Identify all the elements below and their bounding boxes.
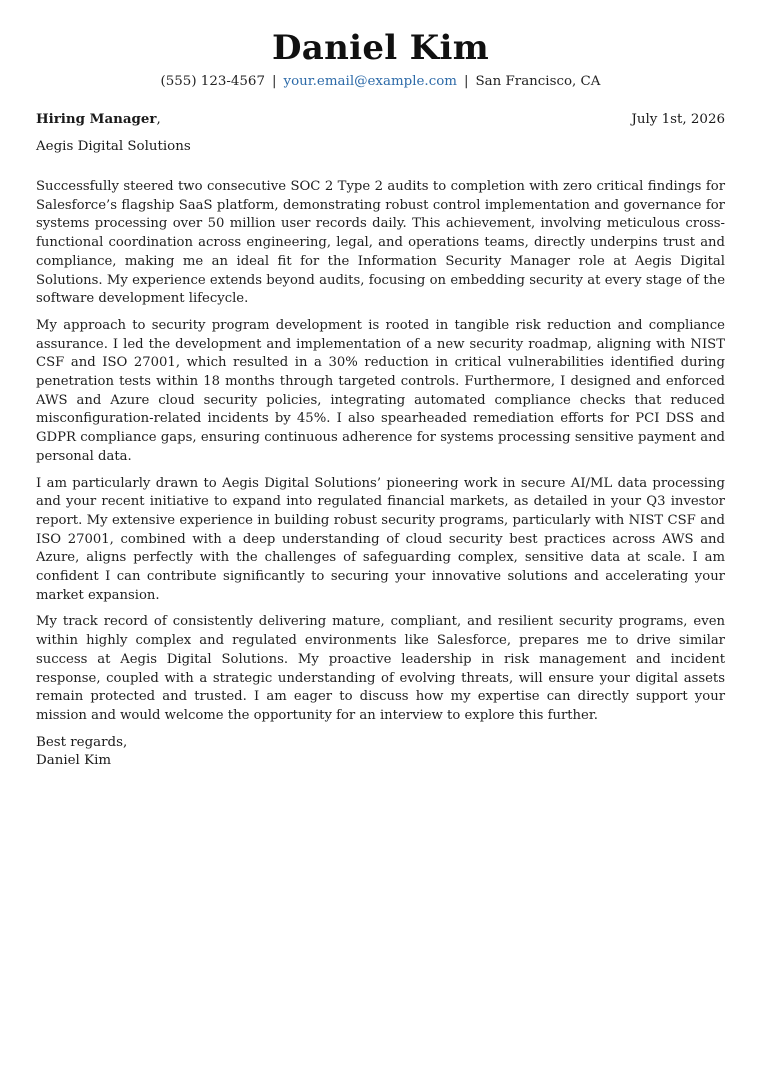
contact-separator: |	[271, 74, 277, 89]
recipient-name	[36, 110, 161, 129]
closing-block	[36, 734, 725, 771]
phone-number: (555) 123-4567	[160, 74, 265, 89]
recipient-row	[36, 110, 725, 129]
body-paragraph: I am particularly drawn to Aegis Digital Solutions’ pioneering work in secure AI/ML data processing and your recent initiative to expand into regulated financial markets, as detailed in your Q3 investor report. My extensive experience in building robust security programs, particularly with NIST CSF and ISO 27001, combined with a deep understanding of cloud security best practices across AWS and Azure, aligns perfectly with the challenges of safeguarding complex, sensitive data at scale. I am confident I can contribute significantly to securing your innovative solutions and accelerating your market expansion.	[36, 475, 725, 603]
recipient-comma: ,	[156, 112, 161, 127]
closing-salutation: Best regards,	[36, 734, 128, 750]
cover-letter-page	[36, 28, 725, 771]
signature-name: Daniel Kim	[36, 753, 112, 769]
location: San Francisco, CA	[475, 74, 601, 89]
body-paragraph: My track record of consistently delivering mature, compliant, and resilient security programs, even within highly complex and regulated environments like Salesforce, prepares me to drive similar success at Aegis Digital Solutions. My proactive leadership in risk management and incident response, coupled with a strategic understanding of evolving threats, will ensure your digital assets remain protected and trusted. I am eager to discuss how my expertise can directly support your mission and would welcome the opportunity for an interview to explore this further.	[36, 614, 725, 723]
letter-body	[36, 178, 725, 726]
contact-separator: |	[463, 74, 469, 89]
contact-line	[36, 73, 725, 91]
body-paragraph: My approach to security program development is rooted in tangible risk reduction and compliance assurance. I led the development and implementation of a new security roadmap, aligning with NIST CSF and ISO 27001, which resulted in a 30% reduction in critical vulnerabilities identified during penetration tests within 18 months through targeted controls. Furthermore, I designed and enforced AWS and Azure cloud security policies, integrating automated compliance checks that reduced misconfiguration-related incidents by 45%. I also spearheaded remediation efforts for PCI DSS and GDPR compliance gaps, ensuring continuous adherence for systems processing sensitive payment and personal data.	[36, 317, 725, 464]
applicant-name: Daniel Kim	[272, 28, 489, 68]
letter-date: July 1st, 2026	[631, 112, 725, 127]
recipient-company: Aegis Digital Solutions	[36, 139, 191, 154]
body-paragraph: Successfully steered two consecutive SOC 2 Type 2 audits to completion with zero critical findings for Salesforce’s flagship SaaS platform, demonstrating robust control implementation and governance for systems processing over 50 million user records daily. This achievement, involving meticulous cross-functional coordination across engineering, legal, and operations teams, directly underpins trust and compliance, making me an ideal fit for the Information Security Manager role at Aegis Digital Solutions. My experience extends beyond audits, focusing on embedding security at every stage of the software development lifecycle.	[36, 179, 725, 307]
email-link[interactable]: your.email@example.com	[283, 74, 457, 89]
recipient-title: Hiring Manager	[36, 111, 157, 127]
